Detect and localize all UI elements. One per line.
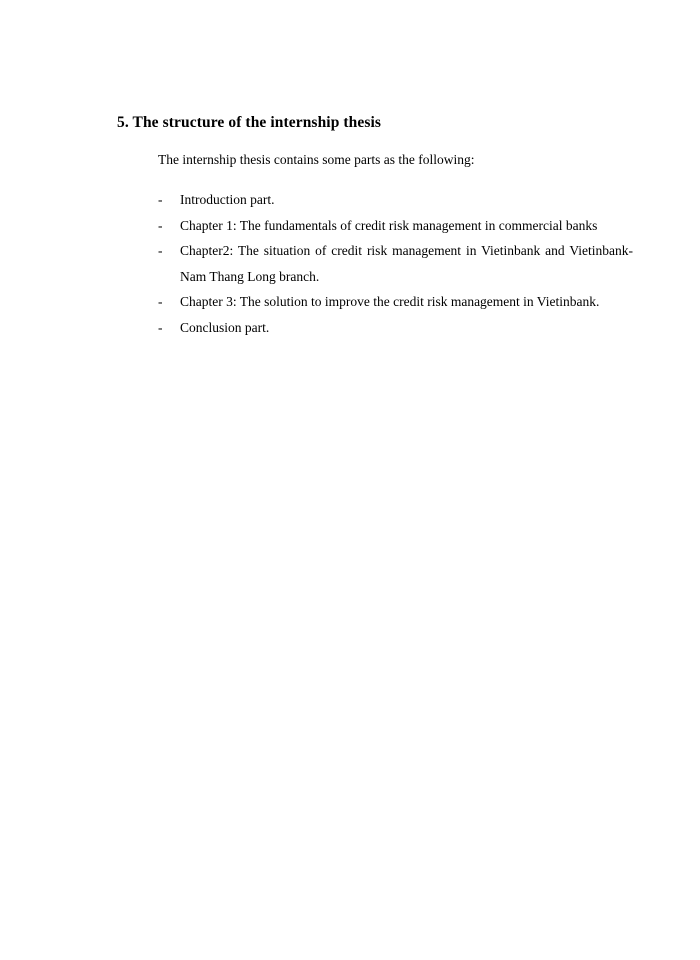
list-bullet: - (158, 294, 163, 310)
list-item-text: Chapter 1: The fundamentals of credit risk management in commercial banks (180, 217, 598, 233)
list-item (158, 238, 633, 289)
list-item-text: Chapter2: The situation of credit risk management in Vietinbank and Vietinbank- Nam Thang Long branch. (180, 243, 633, 284)
list-item (158, 213, 633, 239)
list-bullet: - (158, 319, 163, 335)
structure-list (158, 187, 633, 341)
list-bullet: - (158, 217, 163, 233)
list-item (158, 315, 633, 341)
list-item (158, 289, 633, 315)
list-bullet: - (158, 192, 163, 207)
list-item (158, 187, 633, 213)
list-item-text: Chapter 3: The solution to improve the credit risk management in Vietinbank. (180, 294, 600, 310)
list-item-text: Introduction part. (180, 192, 275, 207)
section-heading: 5. The structure of the internship thesis (117, 114, 382, 131)
list-bullet: - (158, 243, 163, 259)
list-item-text: Conclusion part. (180, 319, 270, 335)
section-intro: The internship thesis contains some parts as the following: (158, 152, 475, 167)
